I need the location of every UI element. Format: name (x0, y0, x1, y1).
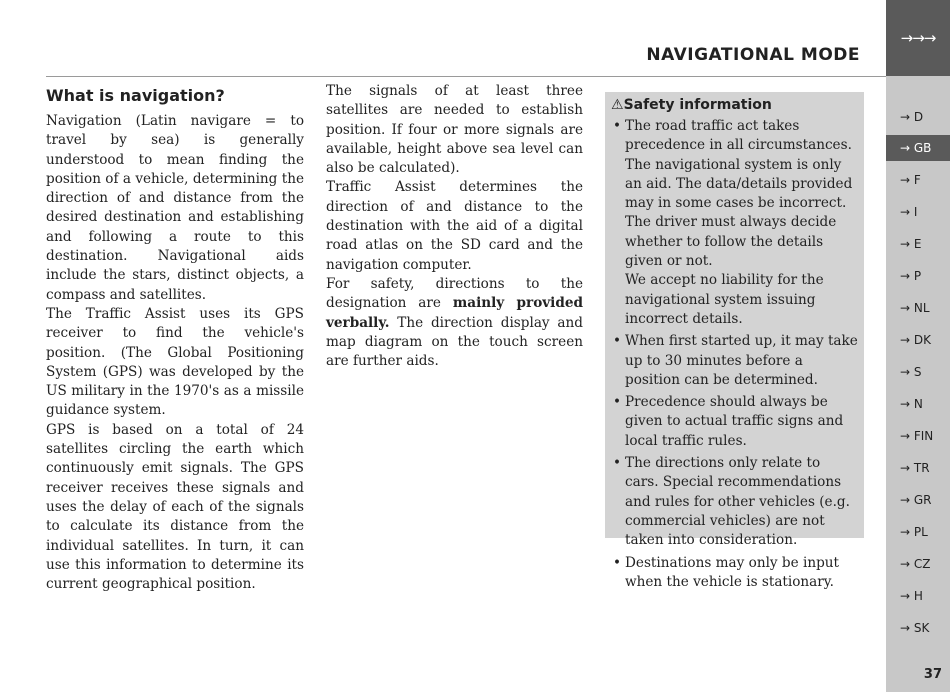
language-sidebar (886, 0, 950, 692)
safety-item: • The directions only relate to cars. Special recommendations and rules for other vehicles (e.g. commercial vehicles) are not taken into consideration. (611, 454, 858, 550)
safety-info-box (605, 92, 864, 590)
lang-tab-p[interactable]: → P (900, 269, 922, 283)
lang-tab-n[interactable]: → N (900, 397, 923, 411)
lang-tab-cz[interactable]: → CZ (900, 557, 931, 571)
lang-tab-pl[interactable]: → PL (900, 525, 928, 539)
page-title: NAVIGATIONAL MODE (646, 45, 860, 65)
lang-tab-s[interactable]: → S (900, 365, 922, 379)
safety-title-text: Safety information (623, 97, 772, 113)
safety-item: • Destinations may only be input when the vehicle is stationary. (611, 554, 858, 593)
lang-tab-d[interactable]: → D (900, 110, 924, 124)
lang-tab-gr[interactable]: → GR (900, 493, 932, 507)
lang-tab-h[interactable]: → H (900, 589, 923, 603)
safety-item: • When first started up, it may take up to 30 minutes before a position can be determined. (611, 332, 858, 390)
paragraph: Navigation (Latin navigare = to travel by sea) is generally understood to mean finding the position of a vehicle, determining the direction of and distance from the desired destination and establishing and following a route to this destination. Navigational aids include the stars, distinct objects, a compass and satellites. (46, 113, 304, 303)
lang-tab-gb[interactable]: → GB (886, 135, 950, 161)
chapter-arrows-icon: →→→ (886, 0, 950, 76)
lang-tab-fin[interactable]: → FIN (900, 429, 934, 443)
paragraph (326, 275, 583, 371)
safety-list (611, 117, 858, 592)
paragraph: The Traffic Assist uses its GPS receiver to find the vehicle's position. (The Global Positioning System (GPS) was developed by the US military in the 1970's as a missile guidance system. (46, 305, 304, 419)
safety-item-text: The road traffic act takes precedence in all circumstances. The navigational system is only an aid. The data/details provided may in some cases be incorrect. The driver must always decide whether to follow the details given or not. (625, 118, 853, 270)
header-divider (46, 76, 886, 77)
lang-tab-tr[interactable]: → TR (900, 461, 930, 475)
lang-tab-sk[interactable]: → SK (900, 621, 930, 635)
paragraph-text: For safety, directions to the designation are (326, 275, 583, 312)
paragraph: GPS is based on a total of 24 satellites circling the earth which continuously emit signals. The GPS receiver receives these signals and uses the delay of each of the signals to calculate its distance from the individual satellites. In turn, it can use this information to determine its current geographical position. (46, 421, 304, 593)
bold-emphasis: mainly provided verbally. (326, 295, 583, 331)
lang-tab-nl[interactable]: → NL (900, 301, 930, 315)
safety-item: • Precedence should always be given to actual traffic signs and local traffic rules. (611, 393, 858, 451)
warning-icon: ⚠ (611, 97, 624, 113)
paragraph: Traffic Assist determines the direction of and distance to the destination with the aid of a digital road atlas on the SD card and the navigation computer. (326, 179, 583, 273)
lang-tab-f[interactable]: → F (900, 173, 921, 187)
column-left (46, 86, 304, 594)
section-heading: What is navigation? (46, 86, 225, 105)
safety-item (611, 117, 858, 329)
lang-tab-i[interactable]: → I (900, 205, 918, 219)
safety-title (611, 95, 858, 115)
lang-tab-e[interactable]: → E (900, 237, 922, 251)
column-middle (326, 82, 583, 371)
paragraph-text: The direction display and map diagram on the touch screen are further aids. (326, 314, 583, 370)
safety-item-subtext: We accept no liability for the navigational system issuing incorrect details. (625, 272, 824, 327)
paragraph: The signals of at least three satellites are needed to establish position. If four or more signals are available, height above sea level can also be calculated). (326, 83, 583, 177)
lang-tab-dk[interactable]: → DK (900, 333, 931, 347)
page-number: 37 (923, 667, 942, 682)
